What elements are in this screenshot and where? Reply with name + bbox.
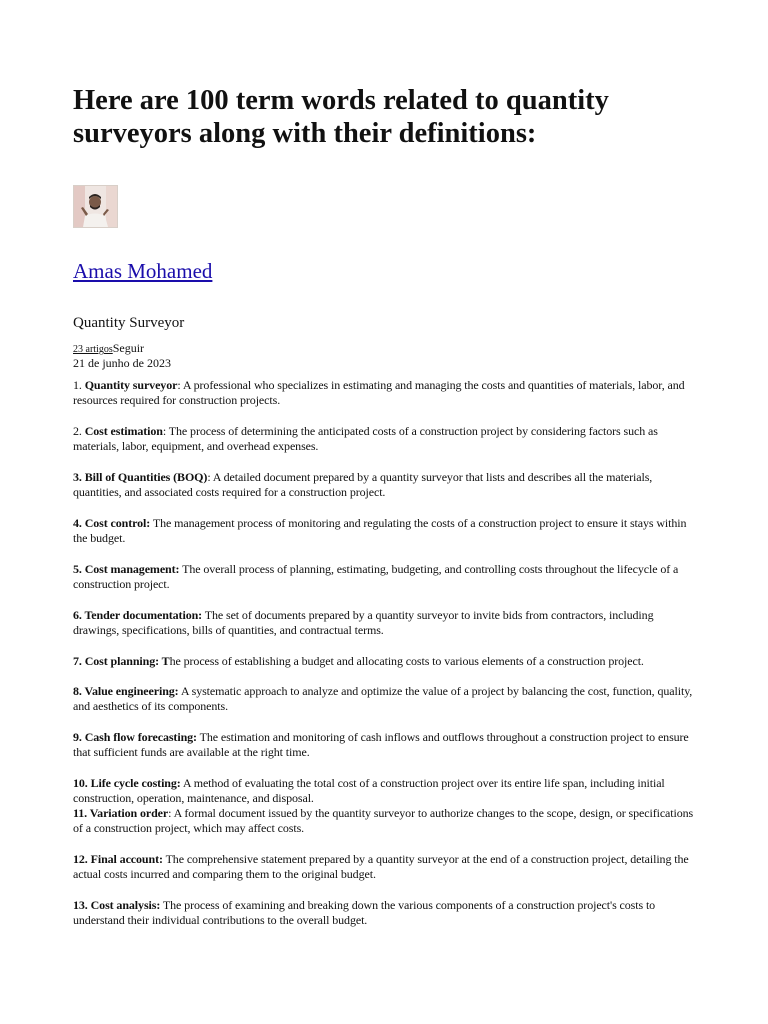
term-definition: The overall process of planning, estimating, budgeting, and controlling costs throughout the lifecycle of a construction project. — [73, 562, 679, 592]
term-definition: A formal document issued by the quantity surveyor to authorize changes to the scope, design, or specifications of a construction project, which may affect costs. — [73, 806, 694, 836]
term-name: 8. Value engineering: — [73, 684, 179, 698]
articles-count-link[interactable]: 23 artigos — [73, 344, 113, 355]
term-definition: he process of establishing a budget and allocating costs to various elements of a construction project. — [169, 654, 644, 668]
term-name: 4. Cost control: — [73, 516, 151, 530]
term-name: 9. Cash flow forecasting: — [73, 730, 197, 744]
list-item — [73, 852, 695, 883]
term-name: Quantity surveyor — [84, 378, 178, 392]
term-separator: : — [162, 424, 169, 438]
term-definition: A detailed document prepared by a quantity surveyor that lists and describes all the materials, quantities, and associated costs required for a construction project. — [73, 470, 653, 500]
list-item — [73, 776, 695, 807]
list-item — [73, 730, 695, 761]
term-number: 1. — [73, 378, 85, 392]
list-item — [73, 516, 695, 547]
list-item — [73, 608, 695, 639]
term-name: 11. Variation order — [73, 806, 169, 820]
term-name: Cost estimation — [84, 424, 163, 438]
term-definition: A method of evaluating the total cost of a construction project over its entire life span, including initial construction, operation, maintenance, and disposal. — [73, 776, 665, 806]
list-item — [73, 378, 695, 409]
list-item — [73, 470, 695, 501]
term-definition: The management process of monitoring and regulating the costs of a construction project to ensure it stays within the budget. — [73, 516, 687, 546]
list-item — [73, 424, 695, 455]
list-item — [73, 898, 695, 929]
term-definition: A systematic approach to analyze and optimize the value of a project by balancing the cost, function, quality, and aesthetics of its components. — [73, 684, 693, 714]
term-separator: : — [168, 806, 174, 820]
author-name-link[interactable]: Amas Mohamed — [73, 259, 213, 283]
term-definition: The process of determining the anticipated costs of a construction project by considering factors such as materials, labor, equipment, and overhead expenses. — [73, 424, 658, 454]
author-role: Quantity Surveyor — [73, 315, 185, 331]
list-item — [73, 684, 695, 715]
author-avatar[interactable] — [73, 185, 118, 228]
term-name: 6. Tender documentation: — [73, 608, 203, 622]
author-avatar-image — [74, 186, 117, 227]
term-definition: The comprehensive statement prepared by a quantity surveyor at the end of a construction project, detailing the actual costs incurred and comparing them to the original budget. — [73, 852, 689, 882]
list-item — [73, 654, 695, 669]
term-name: 7. Cost planning: T — [73, 654, 170, 668]
list-item — [73, 806, 695, 837]
term-definition: The set of documents prepared by a quantity surveyor to invite bids from contractors, including drawings, specifications, bills of quantities, and contractual terms. — [73, 608, 654, 638]
term-name: 5. Cost management: — [73, 562, 180, 576]
author-meta — [73, 341, 144, 357]
term-separator: : — [177, 378, 183, 392]
list-item — [73, 562, 695, 593]
publish-date: 21 de junho de 2023 — [73, 356, 171, 370]
term-name: 3. Bill of Quantities (BOQ) — [73, 470, 208, 484]
term-name: 10. Life cycle costing: — [73, 776, 181, 790]
term-number: 2. — [73, 424, 85, 438]
term-definition: The estimation and monitoring of cash inflows and outflows throughout a construction project to ensure that sufficient funds are available at the right time. — [73, 730, 689, 760]
term-name: 13. Cost analysis: — [73, 898, 161, 912]
follow-button[interactable]: Seguir — [112, 341, 145, 355]
term-definition: A professional who specializes in estimating and managing the costs and quantities of materials, labor, and resources required for construction projects. — [73, 378, 685, 408]
term-name: 12. Final account: — [73, 852, 163, 866]
term-separator: : — [207, 470, 213, 484]
term-definition: The process of examining and breaking down the various components of a construction project's costs to understand their individual contributions to the overall budget. — [73, 898, 656, 928]
article-title: Here are 100 term words related to quantity surveyors along with their definitions: — [73, 85, 609, 149]
